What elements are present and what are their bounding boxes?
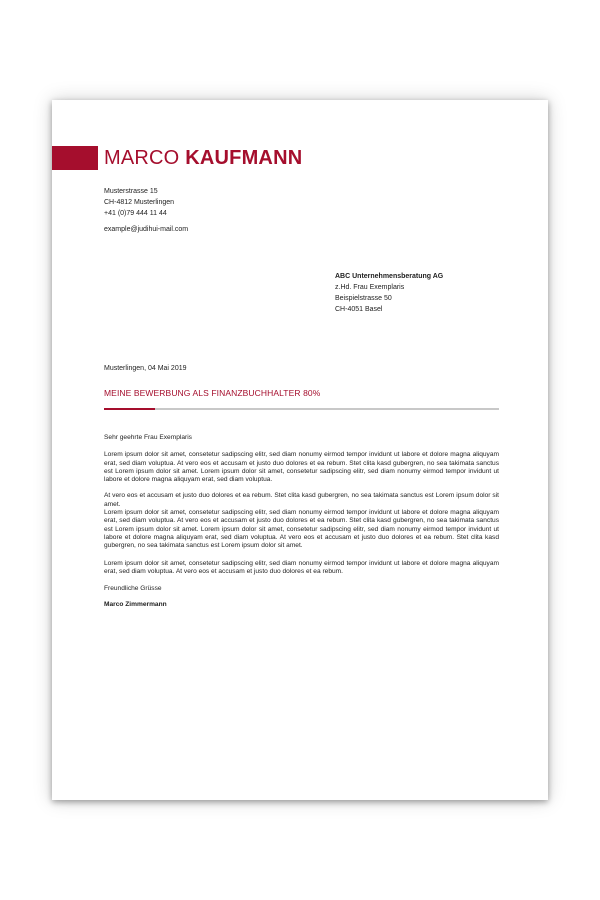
letter-date: Musterlingen, 04 Mai 2019 bbox=[104, 365, 187, 372]
recipient-attention: z.Hd. Frau Exemplaris bbox=[335, 284, 405, 291]
paragraph-2b: Lorem ipsum dolor sit amet, consetetur sadipscing elitr, sed diam nonumy eirmod tempor invidunt ut labore et dolore magna aliquyam erat, sed diam voluptua. At vero eos et accusam et justo duo dolores et ea rebum. Stet clita kasd gubergren, no sea takimata sanctus est Lorem ipsum dolor sit amet. Lorem ipsum dolor sit amet, consetetur sadipscing elitr, sed diam nonumy eirmod tempor invidunt ut labore et dolore magna aliquyam erat, sed diam voluptua. At vero eos et accusam et justo duo dolores et ea rebum. Stet clita kasd gubergren, no sea takimata sanctus est Lorem ipsum dolor sit amet. bbox=[104, 509, 499, 550]
sender-phone: +41 (0)79 444 11 44 bbox=[104, 210, 167, 217]
paragraph-3: Lorem ipsum dolor sit amet, consetetur sadipscing elitr, sed diam nonumy eirmod tempor invidunt ut labore et dolore magna aliquyam erat, sed diam voluptua. At vero eos et accusam et justo duo dolores et ea rebum. bbox=[104, 559, 499, 575]
letter-subject: MEINE BEWERBUNG ALS FINANZBUCHHALTER 80% bbox=[104, 388, 321, 398]
signature: Marco Zimmermann bbox=[104, 601, 167, 609]
sender-address bbox=[104, 186, 188, 235]
sender-email: example@judihui-mail.com bbox=[104, 226, 189, 233]
name-accent-bar bbox=[52, 146, 98, 170]
letter-page bbox=[52, 100, 548, 800]
recipient-city: CH-4051 Basel bbox=[335, 306, 383, 313]
subject-divider bbox=[104, 408, 499, 410]
subject-divider-accent bbox=[104, 408, 155, 410]
recipient-company: ABC Unternehmensberatung AG bbox=[335, 273, 444, 280]
sender-street: Musterstrasse 15 bbox=[104, 188, 158, 195]
closing: Freundliche Grüsse bbox=[104, 585, 162, 593]
paragraph-2a: At vero eos et accusam et justo duo dolores et ea rebum. Stet clita kasd gubergren, no sea takimata sanctus est Lorem ipsum dolor sit amet. bbox=[104, 492, 499, 508]
recipient-street: Beispielstrasse 50 bbox=[335, 295, 392, 302]
recipient-address bbox=[335, 271, 443, 315]
first-name: MARCO bbox=[104, 147, 180, 169]
last-name: KAUFMANN bbox=[185, 147, 303, 169]
sender-city: CH-4812 Musterlingen bbox=[104, 199, 175, 206]
paragraph-1: Lorem ipsum dolor sit amet, consetetur sadipscing elitr, sed diam nonumy eirmod tempor invidunt ut labore et dolore magna aliquyam erat, sed diam voluptua. At vero eos et accusam et justo duo dolores et ea rebum. Stet clita kasd gubergren, no sea takimata sanctus est Lorem ipsum dolor sit amet. Lorem ipsum dolor sit amet, consetetur sadipscing elitr, sed diam nonumy eirmod tempor invidunt ut labore et dolore magna aliquyam erat, sed diam voluptua. bbox=[104, 451, 499, 484]
applicant-name bbox=[104, 145, 302, 171]
letter-body bbox=[104, 434, 499, 610]
greeting: Sehr geehrte Frau Exemplaris bbox=[104, 434, 192, 441]
